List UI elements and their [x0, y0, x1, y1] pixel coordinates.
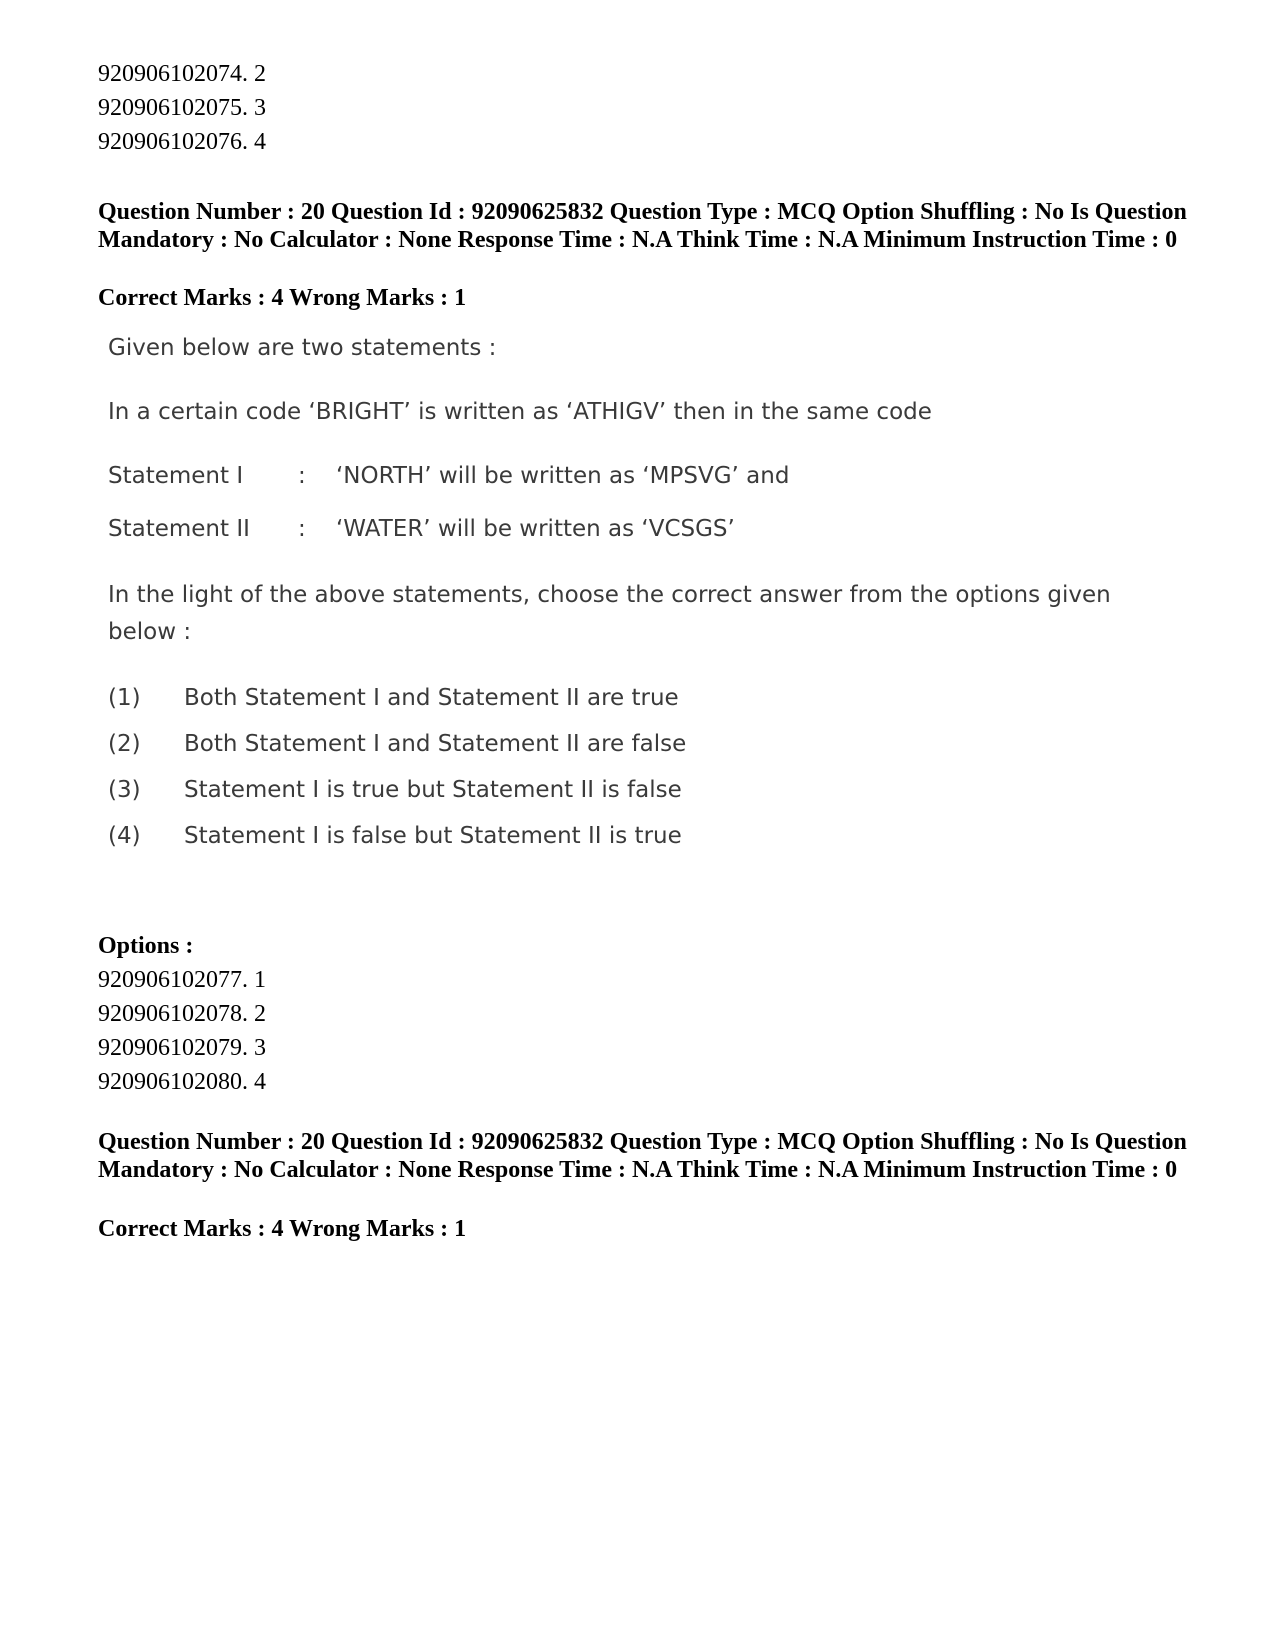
- statement-label: Statement I: [108, 463, 244, 489]
- option-line: 920906102079. 3: [98, 1035, 266, 1061]
- question-prompt-line: below :: [108, 619, 192, 645]
- question-intro: Given below are two statements :: [108, 335, 497, 361]
- option-line: 920906102077. 1: [98, 967, 266, 993]
- question-code-line: In a certain code ‘BRIGHT’ is written as ‘ATHIGV’ then in the same code: [108, 399, 932, 425]
- statement-text: ‘NORTH’ will be written as ‘MPSVG’ and: [336, 463, 790, 489]
- question-header: Question Number : 20 Question Id : 92090625832 Question Type : MCQ Option Shuffling : No Is Question Mandatory : No Calculator : None Response Time : N.A Think Time : N.A Minimum Instruction Time : 0: [98, 199, 1187, 253]
- choice-text: Statement I is false but Statement II is true: [184, 823, 682, 849]
- choice-row: [98, 777, 1098, 807]
- options-list: [98, 963, 266, 1099]
- question-marks: Correct Marks : 4 Wrong Marks : 1: [98, 285, 467, 311]
- question-body: [98, 335, 1138, 895]
- question-marks: Correct Marks : 4 Wrong Marks : 1: [98, 1216, 467, 1242]
- statement-text: ‘WATER’ will be written as ‘VCSGS’: [336, 516, 735, 542]
- statement-row-2: [98, 516, 1098, 546]
- statement-colon: :: [298, 516, 306, 542]
- choice-row: [98, 823, 1098, 853]
- choice-row: [98, 685, 1098, 715]
- choice-number: (1): [108, 685, 141, 711]
- option-line: 920906102076. 4: [98, 129, 266, 155]
- choice-text: Statement I is true but Statement II is false: [184, 777, 682, 803]
- question-header: Question Number : 20 Question Id : 92090625832 Question Type : MCQ Option Shuffling : No Is Question Mandatory : No Calculator : None Response Time : N.A Think Time : N.A Minimum Instruction Time : 0: [98, 1129, 1187, 1183]
- choice-number: (3): [108, 777, 141, 803]
- choice-number: (2): [108, 731, 141, 757]
- previous-options-list: [98, 57, 266, 159]
- option-line: 920906102080. 4: [98, 1069, 266, 1095]
- option-line: 920906102075. 3: [98, 95, 266, 121]
- statement-label: Statement II: [108, 516, 250, 542]
- question-prompt-line: In the light of the above statements, choose the correct answer from the options given: [108, 582, 1111, 608]
- statement-colon: :: [298, 463, 306, 489]
- choice-text: Both Statement I and Statement II are true: [184, 685, 679, 711]
- options-label: Options :: [98, 933, 194, 959]
- choice-row: [98, 731, 1098, 761]
- choice-number: (4): [108, 823, 141, 849]
- choice-text: Both Statement I and Statement II are false: [184, 731, 687, 757]
- statement-row-1: [98, 463, 1098, 493]
- option-line: 920906102078. 2: [98, 1001, 266, 1027]
- option-line: 920906102074. 2: [98, 61, 266, 87]
